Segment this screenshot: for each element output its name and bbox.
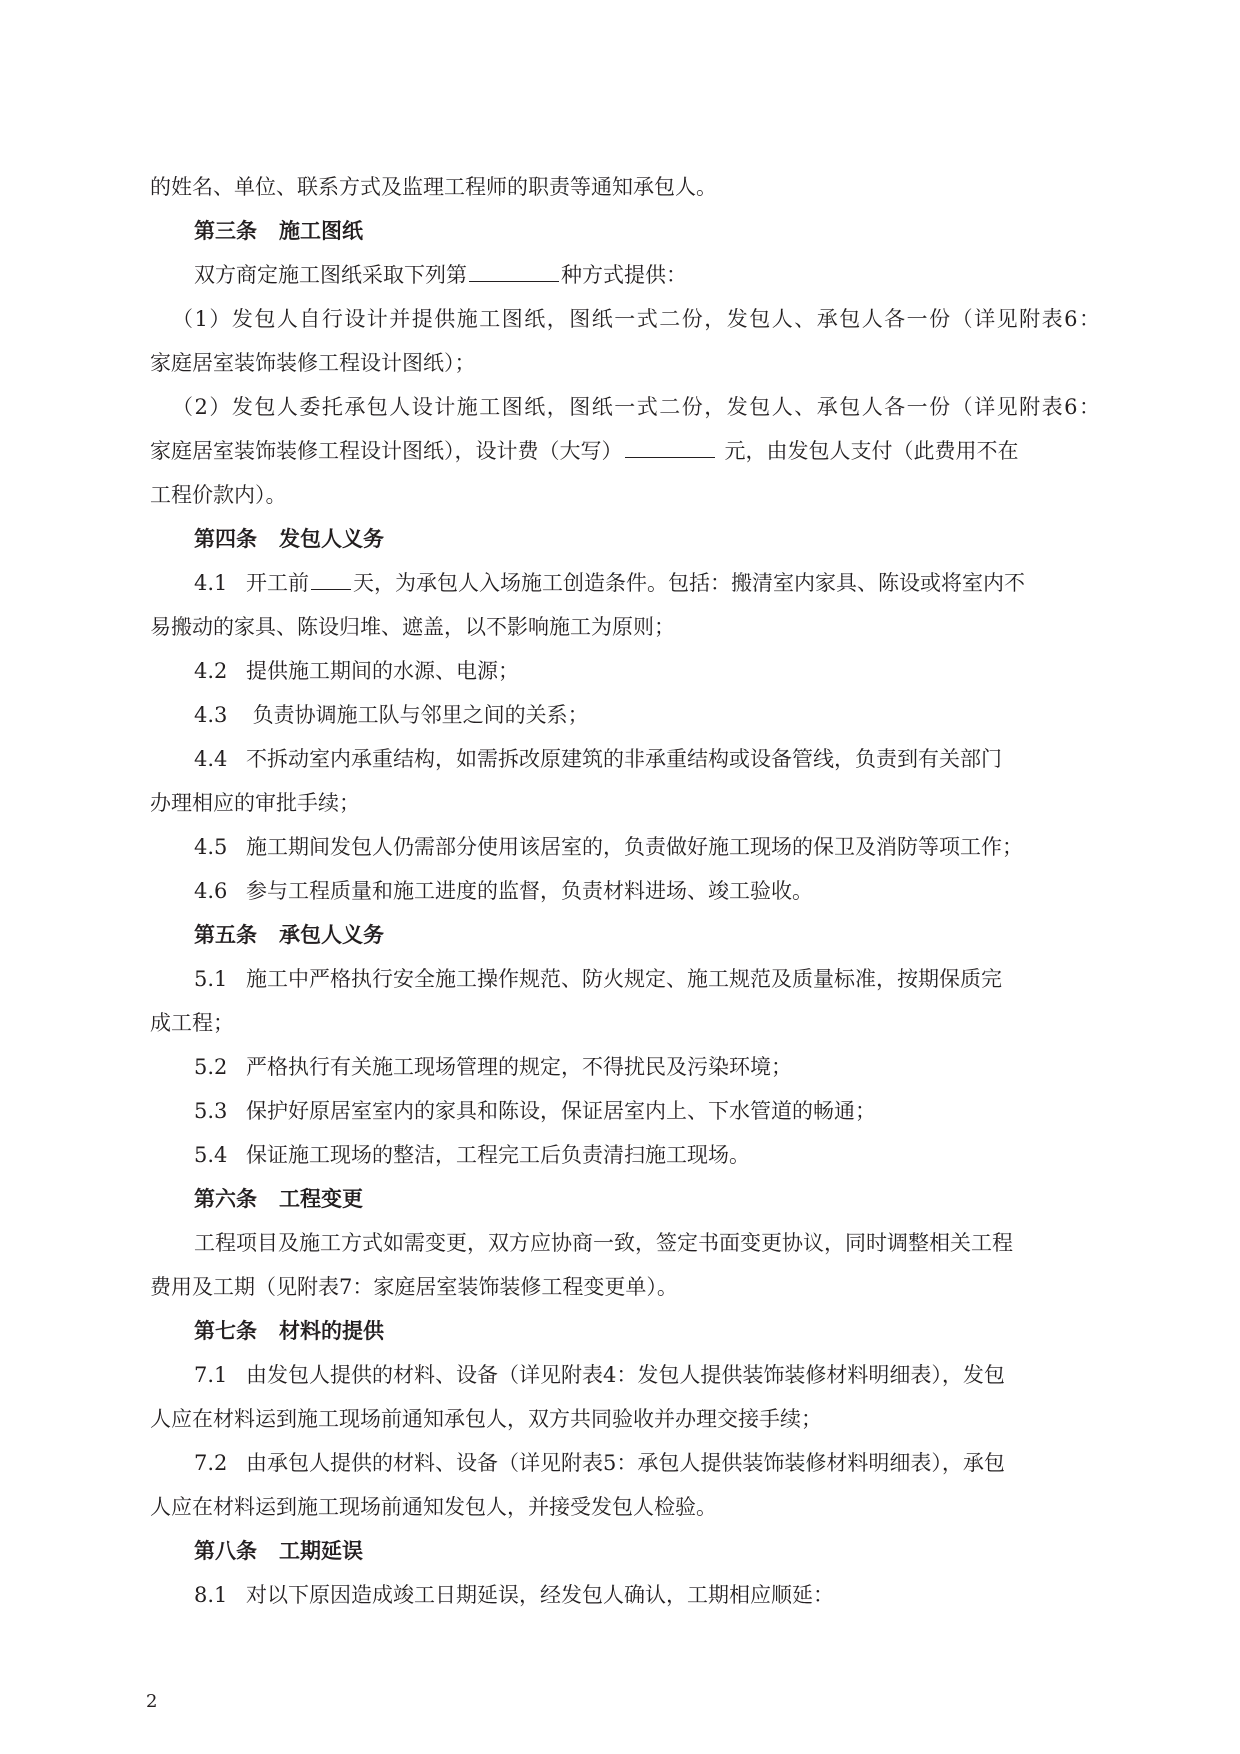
paragraph-line <box>150 869 1100 913</box>
paragraph-line <box>150 1573 1100 1617</box>
paragraph-line <box>150 1441 1100 1485</box>
text: 提供施工期间的水源、电源； <box>246 659 519 683</box>
text: 不拆动室内承重结构，如需拆改原建筑的非承重结构或设备管线，负责到有关部门 <box>246 747 1002 771</box>
text: 元，由发包人支付（此费用不在 <box>724 439 1019 463</box>
clause-number: 7.1 <box>194 1363 228 1387</box>
text: 对以下原因造成竣工日期延误，经发包人确认，工期相应顺延： <box>246 1583 834 1607</box>
paragraph-line: 成工程； <box>150 1011 234 1035</box>
paragraph-line <box>150 825 1100 869</box>
clause-number: 4.1 <box>194 571 228 595</box>
article-4-heading <box>150 517 1100 561</box>
clause-number: 5.1 <box>194 967 228 991</box>
paragraph-line: 办理相应的审批手续； <box>150 791 360 815</box>
paragraph-line: （2）发包人委托承包人设计施工图纸，图纸一式二份，发包人、承包人各一份（详见附表6： <box>172 395 1100 419</box>
article-title: 材料的提供 <box>279 1318 384 1343</box>
text: 严格执行有关施工现场管理的规定，不得扰民及污染环境； <box>246 1055 792 1079</box>
clause-number: 4.2 <box>194 659 228 683</box>
article-number: 第三条 <box>194 218 257 243</box>
clause-number: 5.3 <box>194 1099 228 1123</box>
clause-number: 8.1 <box>194 1583 228 1607</box>
text: 由承包人提供的材料、设备（详见附表5：承包人提供装饰装修材料明细表），承包 <box>246 1451 1005 1475</box>
text: 施工中严格执行安全施工操作规范、防火规定、施工规范及质量标准，按期保质完 <box>246 967 1002 991</box>
paragraph-line <box>150 737 1100 781</box>
paragraph-line: 易搬动的家具、陈设归堆、遮盖，以不影响施工为原则； <box>150 615 675 639</box>
paragraph-line <box>150 561 1100 605</box>
text: 保护好原居室室内的家具和陈设，保证居室内上、下水管道的畅通； <box>246 1099 876 1123</box>
article-title: 承包人义务 <box>279 922 384 947</box>
page-number: 2 <box>146 1691 158 1712</box>
clause-number: 5.2 <box>194 1055 228 1079</box>
article-number: 第七条 <box>194 1318 257 1343</box>
article-number: 第六条 <box>194 1186 257 1211</box>
article-8-heading <box>150 1529 1100 1573</box>
text: 保证施工现场的整洁，工程完工后负责清扫施工现场。 <box>246 1143 750 1167</box>
article-3-heading <box>150 209 1100 253</box>
clause-number: 4.6 <box>194 879 228 903</box>
clause-number: 4.5 <box>194 835 228 859</box>
text: 负责协调施工队与邻里之间的关系； <box>246 703 589 727</box>
text: 由发包人提供的材料、设备（详见附表4：发包人提供装饰装修材料明细表），发包 <box>246 1363 1005 1387</box>
paragraph-line: （1）发包人自行设计并提供施工图纸，图纸一式二份，发包人、承包人各一份（详见附表6： <box>172 307 1100 331</box>
clause-number: 5.4 <box>194 1143 228 1167</box>
clause-number: 4.3 <box>194 703 228 727</box>
paragraph-line <box>150 693 1100 737</box>
article-7-heading <box>150 1309 1100 1353</box>
article-6-heading <box>150 1177 1100 1221</box>
paragraph-line: 人应在材料运到施工现场前通知发包人，并接受发包人检验。 <box>150 1495 717 1519</box>
paragraph-line: 的姓名、单位、联系方式及监理工程师的职责等通知承包人。 <box>150 175 717 199</box>
article-5-heading <box>150 913 1100 957</box>
text: 天，为承包人入场施工创造条件。包括：搬清室内家具、陈设或将室内不 <box>353 571 1025 595</box>
document-body <box>150 165 1100 1617</box>
paragraph-line <box>150 1353 1100 1397</box>
fill-in-blank[interactable] <box>311 569 351 590</box>
article-number: 第五条 <box>194 922 257 947</box>
clause-number: 7.2 <box>194 1451 228 1475</box>
article-title: 发包人义务 <box>279 526 384 551</box>
fill-in-blank[interactable] <box>469 261 559 282</box>
paragraph-line <box>150 1089 1100 1133</box>
text: 开工前 <box>246 571 309 595</box>
text: 施工期间发包人仍需部分使用该居室的，负责做好施工现场的保卫及消防等项工作； <box>246 835 1023 859</box>
clause-number: 4.4 <box>194 747 228 771</box>
article-title: 工程变更 <box>279 1186 363 1211</box>
paragraph-line: 家庭居室装饰装修工程设计图纸）； <box>150 351 476 375</box>
text: 种方式提供： <box>561 263 687 287</box>
paragraph-line: 工程价款内）。 <box>150 483 287 507</box>
article-title: 施工图纸 <box>279 218 363 243</box>
paragraph-line <box>150 429 1100 473</box>
text: 双方商定施工图纸采取下列第 <box>194 263 467 287</box>
paragraph-line <box>150 649 1100 693</box>
paragraph-line <box>150 253 1100 297</box>
paragraph-line <box>150 1133 1100 1177</box>
text: 参与工程质量和施工进度的监督，负责材料进场、竣工验收。 <box>246 879 813 903</box>
paragraph-line: 人应在材料运到施工现场前通知承包人，双方共同验收并办理交接手续； <box>150 1407 822 1431</box>
paragraph-line <box>150 957 1100 1001</box>
paragraph-line: 费用及工期（见附表7：家庭居室装饰装修工程变更单）。 <box>150 1275 678 1299</box>
fill-in-blank[interactable] <box>625 437 715 458</box>
text: 家庭居室装饰装修工程设计图纸），设计费（大写） <box>150 439 623 463</box>
article-number: 第四条 <box>194 526 257 551</box>
paragraph-line: 工程项目及施工方式如需变更，双方应协商一致，签定书面变更协议，同时调整相关工程 <box>194 1231 1013 1255</box>
article-number: 第八条 <box>194 1538 257 1563</box>
paragraph-line <box>150 1045 1100 1089</box>
article-title: 工期延误 <box>279 1538 363 1563</box>
